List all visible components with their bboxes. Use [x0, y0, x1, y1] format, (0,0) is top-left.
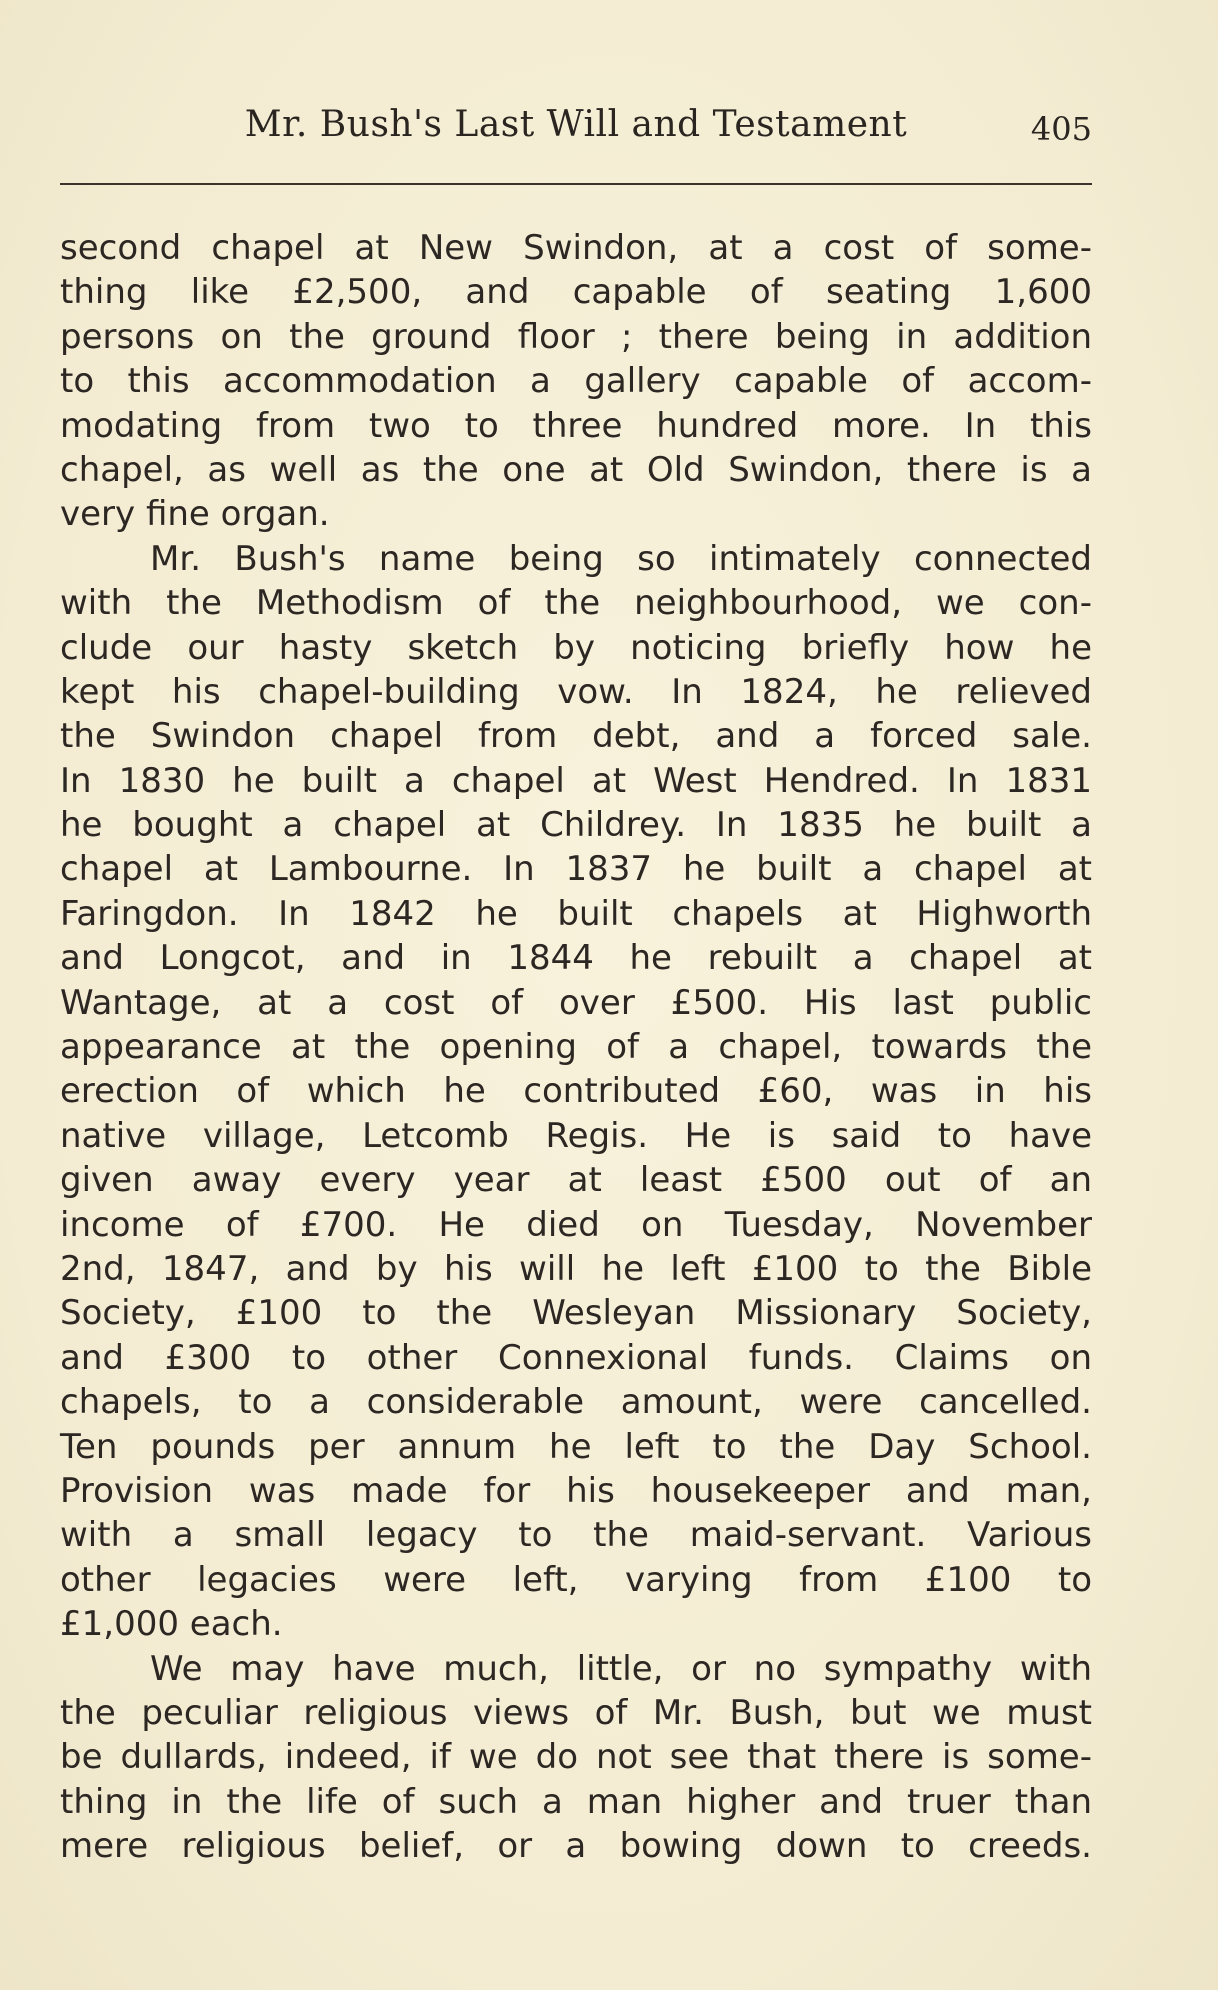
text-line: mere religious belief, or a bowing down to creeds. — [60, 1826, 1092, 1867]
text-line: We may have much, little, or no sympathy with — [150, 1648, 1092, 1689]
text-line: to this accommodation a gallery capable of accom- — [60, 361, 1092, 402]
text-line: chapel, as well as the one at Old Swindon, there is a — [60, 449, 1092, 490]
header-rule — [60, 183, 1092, 185]
text-line: and Longcot, and in 1844 he rebuilt a chapel at — [60, 938, 1092, 979]
text-line: Wantage, at a cost of over £500. His last public — [60, 982, 1092, 1023]
text-line: clude our hasty sketch by noticing briefly how he — [60, 627, 1092, 668]
text-line: with a small legacy to the maid-servant. Various — [60, 1515, 1092, 1556]
text-line: with the Methodism of the neighbourhood, we con- — [60, 583, 1092, 624]
text-line: Provision was made for his housekeeper and man, — [60, 1470, 1092, 1511]
text-line: chapel at Lambourne. In 1837 he built a chapel at — [60, 849, 1092, 890]
text-line: he bought a chapel at Childrey. In 1835 he built a — [60, 805, 1092, 846]
body-text — [60, 226, 1092, 1868]
text-line: kept his chapel-building vow. In 1824, he relieved — [60, 671, 1092, 712]
text-line: other legacies were left, varying from £100 to — [60, 1559, 1092, 1600]
text-line: the Swindon chapel from debt, and a forced sale. — [60, 716, 1092, 757]
text-line: and £300 to other Connexional funds. Claims on — [60, 1337, 1092, 1378]
text-line: Faringdon. In 1842 he built chapels at Highworth — [60, 893, 1092, 934]
text-line: Mr. Bush's name being so intimately connected — [150, 538, 1092, 579]
text-line: thing in the life of such a man higher and truer than — [60, 1781, 1092, 1822]
text-line: very fine organ. — [60, 494, 330, 535]
text-line: erection of which he contributed £60, was in his — [60, 1071, 1092, 1112]
text-line: thing like £2,500, and capable of seating 1,600 — [60, 272, 1092, 313]
text-line: persons on the ground floor ; there being in addition — [60, 316, 1092, 357]
text-line: In 1830 he built a chapel at West Hendred. In 1831 — [60, 760, 1092, 801]
text-line: be dullards, indeed, if we do not see that there is some- — [60, 1737, 1092, 1778]
running-title: Mr. Bush's Last Will and Testament — [244, 104, 908, 145]
text-line: given away every year at least £500 out of an — [60, 1160, 1092, 1201]
text-line: chapels, to a considerable amount, were cancelled. — [60, 1382, 1092, 1423]
page-number: 405 — [1030, 110, 1092, 148]
text-line: £1,000 each. — [60, 1604, 283, 1645]
text-line: appearance at the opening of a chapel, towards the — [60, 1027, 1092, 1068]
text-line: second chapel at New Swindon, at a cost of some- — [60, 228, 1092, 268]
text-line: modating from two to three hundred more. In this — [60, 405, 1092, 446]
page-header — [60, 104, 1092, 160]
text-line: Society, £100 to the Wesleyan Missionary Society, — [60, 1293, 1092, 1334]
text-line: native village, Letcomb Regis. He is said to have — [60, 1115, 1092, 1156]
text-line: Ten pounds per annum he left to the Day School. — [60, 1426, 1092, 1467]
text-line: income of £700. He died on Tuesday, November — [60, 1204, 1092, 1245]
text-line: the peculiar religious views of Mr. Bush, but we must — [60, 1692, 1092, 1733]
text-line: 2nd, 1847, and by his will he left £100 to the Bible — [60, 1248, 1092, 1289]
